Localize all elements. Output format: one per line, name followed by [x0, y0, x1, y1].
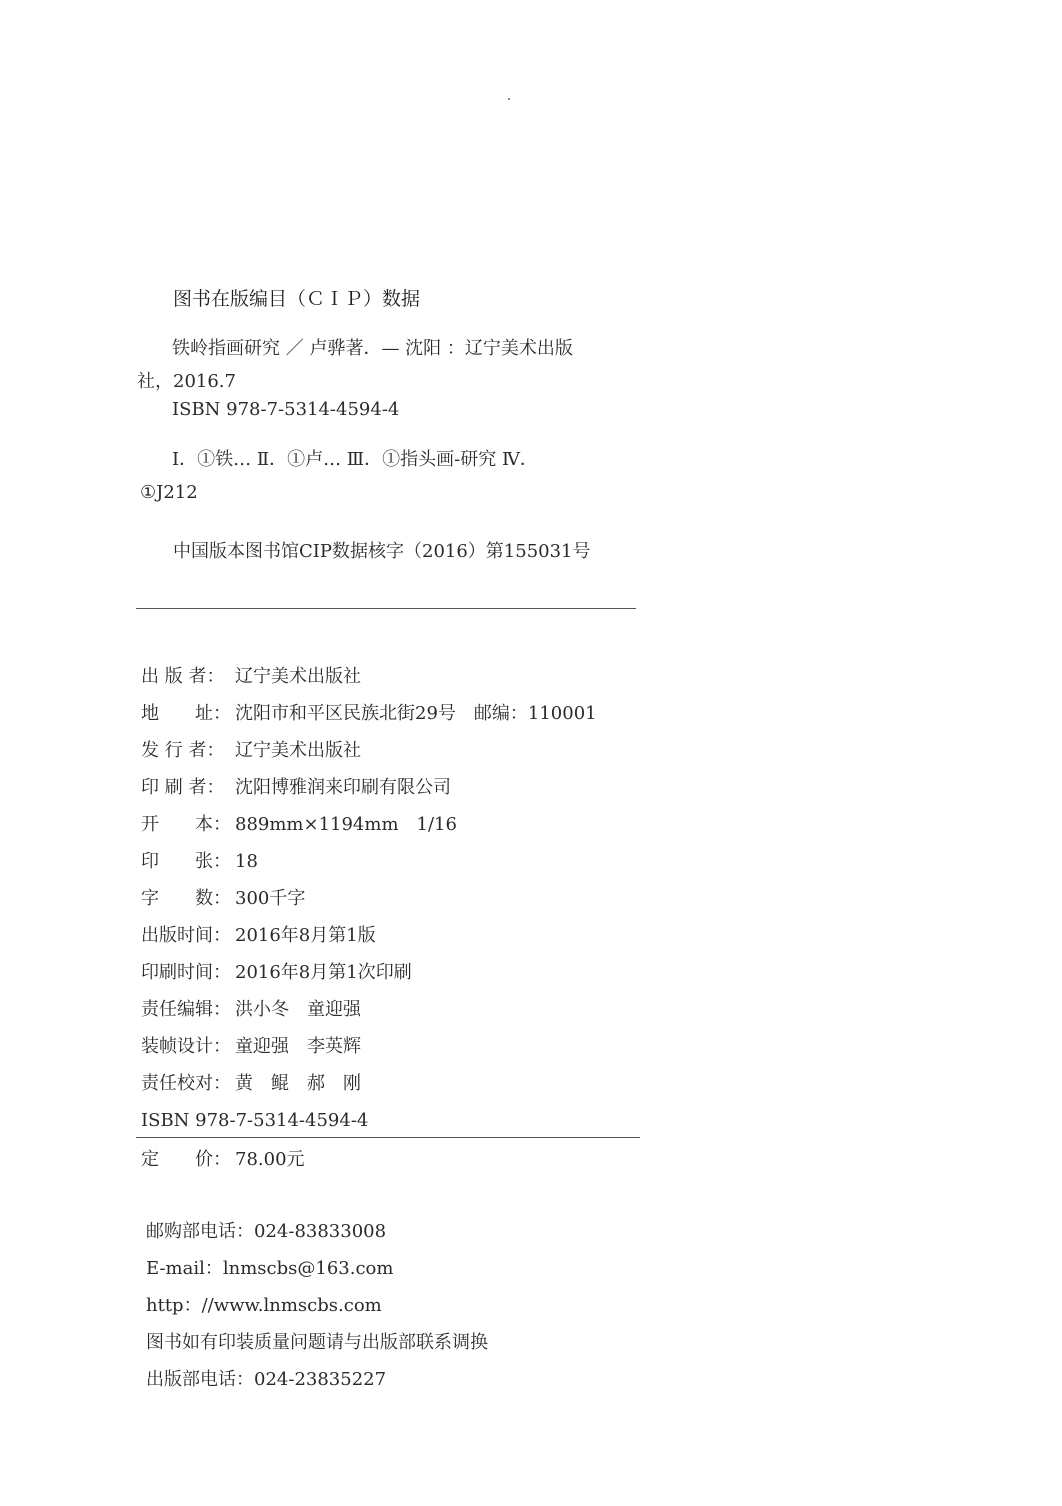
price-value: 78.00元: [235, 1149, 305, 1170]
detail-label: 装帧设计：: [141, 1036, 231, 1057]
price-label: 定 价：: [141, 1149, 231, 1170]
detail-printing-date: [141, 964, 412, 982]
price-divider: [136, 1137, 640, 1138]
detail-price: [141, 1151, 305, 1169]
detail-value: 300千字: [235, 888, 306, 909]
detail-word-count: [141, 890, 305, 908]
detail-value: 辽宁美术出版社: [235, 666, 361, 687]
cip-heading: 图书在版编目（ＣＩＰ）数据: [173, 288, 421, 310]
cip-divider: [136, 608, 636, 609]
contact-website: http：//www.lnmscbs.com: [146, 1295, 382, 1316]
detail-publication-date: [141, 927, 376, 945]
contact-quality-notice: 图书如有印装质量问题请与出版部联系调换: [146, 1332, 488, 1353]
cip-classification-line-2: ①J212: [140, 482, 198, 503]
detail-designers: [141, 1038, 361, 1056]
contact-email: E-mail：lnmscbs@163.com: [146, 1258, 394, 1279]
detail-label: 地 址：: [141, 703, 231, 724]
detail-value: 2016年8月第1版: [235, 925, 376, 946]
detail-label: 出版时间：: [141, 925, 231, 946]
detail-value: 童迎强 李英辉: [235, 1036, 361, 1057]
detail-label: 印 刷 者：: [141, 777, 225, 798]
detail-value: 2016年8月第1次印刷: [235, 962, 412, 983]
detail-value: 沈阳博雅润来印刷有限公司: [235, 777, 451, 798]
detail-publisher: [141, 668, 361, 686]
detail-label: 印 张：: [141, 851, 231, 872]
cip-entry-line-1: 铁岭指画研究 ／ 卢骅著．— 沈阳 ：辽宁美术出版: [172, 338, 573, 359]
detail-value: 洪小冬 童迎强: [235, 999, 361, 1020]
detail-printer: [141, 779, 451, 797]
isbn-line: ISBN 978-7-5314-4594-4: [141, 1110, 369, 1131]
detail-value: 沈阳市和平区民族北街29号 邮编：110001: [235, 703, 597, 724]
cip-isbn: ISBN 978-7-5314-4594-4: [172, 399, 400, 420]
detail-address: [141, 705, 597, 723]
detail-editors: [141, 1001, 361, 1019]
scan-speck: [508, 98, 510, 100]
detail-value: 18: [235, 851, 258, 872]
detail-label: 发 行 者：: [141, 740, 225, 761]
detail-value: 辽宁美术出版社: [235, 740, 361, 761]
detail-format: [141, 816, 457, 834]
detail-sheets: [141, 853, 258, 871]
detail-proofreaders: [141, 1075, 361, 1093]
cip-record-number: 中国版本图书馆CIP数据核字（2016）第155031号: [173, 541, 591, 562]
detail-label: 开 本：: [141, 814, 231, 835]
contact-publishing-phone: 出版部电话：024-23835227: [146, 1369, 387, 1390]
cip-entry-line-2: 社，2016.7: [137, 371, 236, 392]
detail-label: 责任编辑：: [141, 999, 231, 1020]
detail-value: 889mm×1194mm 1/16: [235, 814, 457, 835]
detail-value: 黄 鲲 郝 刚: [235, 1073, 361, 1094]
cip-classification-line-1: Ⅰ．①铁… Ⅱ．①卢… Ⅲ．①指头画-研究 Ⅳ．: [172, 449, 538, 470]
detail-distributor: [141, 742, 361, 760]
detail-label: 印刷时间：: [141, 962, 231, 983]
contact-mail-order-phone: 邮购部电话：024-83833008: [146, 1221, 387, 1242]
detail-label: 出 版 者：: [141, 666, 225, 687]
detail-label: 责任校对：: [141, 1073, 231, 1094]
detail-label: 字 数：: [141, 888, 231, 909]
